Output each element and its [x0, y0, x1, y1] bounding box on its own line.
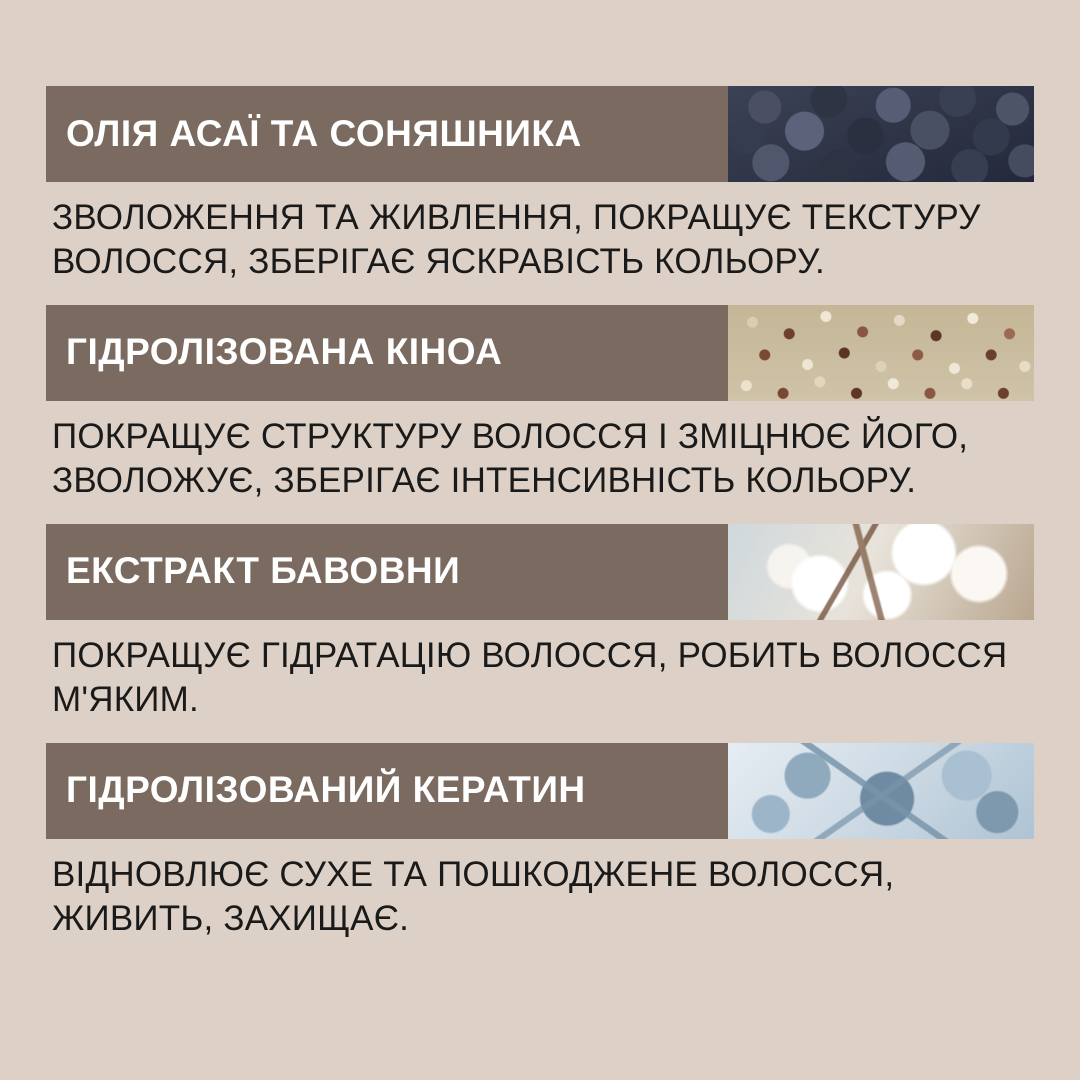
ingredient-description: ПОКРАЩУЄ ГІДРАТАЦІЮ ВОЛОССЯ, РОБИТЬ ВОЛОССЯ М'ЯКИМ. — [52, 635, 1008, 720]
ingredient-header — [46, 86, 1034, 182]
list-item — [46, 86, 1034, 305]
ingredient-description: ПОКРАЩУЄ СТРУКТУРУ ВОЛОССЯ І ЗМІЦНЮЄ ЙОГО, ЗВОЛОЖУЄ, ЗБЕРІГАЄ ІНТЕНСИВНІСТЬ КОЛЬОРУ. — [52, 416, 969, 501]
ingredient-title: ОЛІЯ АСАЇ ТА СОНЯШНИКА — [66, 112, 582, 154]
ingredient-header — [46, 743, 1034, 839]
ingredient-description: ЗВОЛОЖЕННЯ ТА ЖИВЛЕННЯ, ПОКРАЩУЄ ТЕКСТУРУ ВОЛОССЯ, ЗБЕРІГАЄ ЯСКРАВІСТЬ КОЛЬОРУ. — [52, 198, 981, 282]
ingredient-title: ЕКСТРАКТ БАВОВНИ — [66, 550, 461, 592]
ingredient-header — [46, 305, 1034, 401]
ingredient-title: ГІДРОЛІЗОВАНИЙ КЕРАТИН — [66, 769, 586, 811]
ingredient-header — [46, 524, 1034, 620]
cotton-boll-photo — [728, 524, 1034, 620]
ingredient-title: ГІДРОЛІЗОВАНА КІНОА — [66, 331, 503, 373]
acai-berries-photo — [728, 86, 1034, 182]
ingredient-list — [46, 86, 1034, 962]
ingredient-description: ВІДНОВЛЮЄ СУХЕ ТА ПОШКОДЖЕНЕ ВОЛОССЯ, ЖИВИТЬ, ЗАХИЩАЄ. — [52, 854, 895, 939]
list-item — [46, 524, 1034, 743]
list-item — [46, 305, 1034, 524]
keratin-molecule-photo — [728, 743, 1034, 839]
list-item — [46, 743, 1034, 962]
quinoa-grains-photo — [728, 305, 1034, 401]
